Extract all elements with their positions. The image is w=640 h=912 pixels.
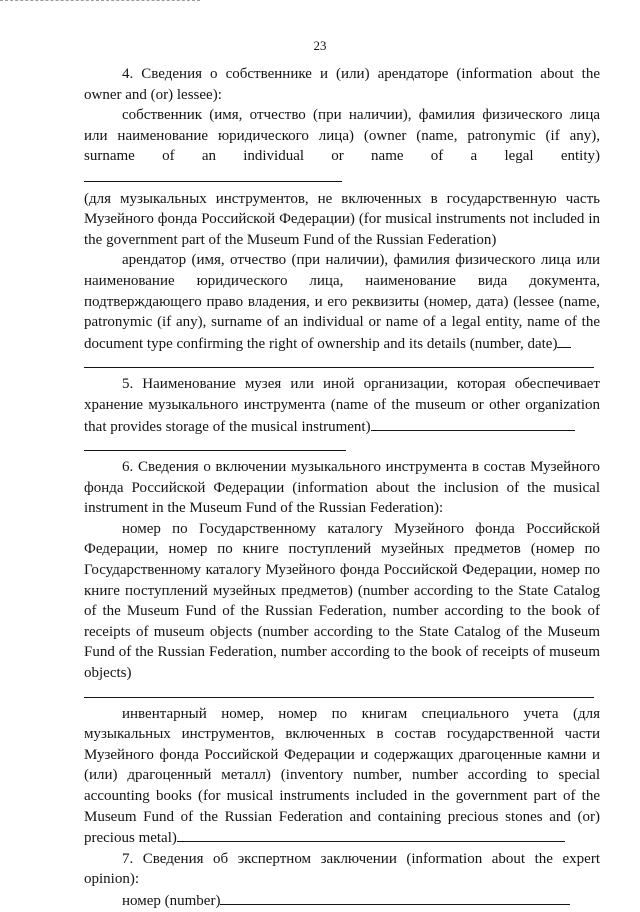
expert-number-blank-line[interactable] [220,890,570,905]
catalog-number-label: номер по Государственному каталогу Музейного фонда Российской Федерации, номер по книге поступлений музейных предметов (номер по Государственному каталогу Музейного фонда Российской Федерации, номер по книге поступлений музейных предметов) (number according to the State Catalog of the Museum Fund of the Russian Federation, number according to the book of receipts of museum objects (number according to the State Catalog of the Museum Fund of the Russian Federation, number according to the book of receipts of museum objects) [84,520,600,682]
inventory-label: инвентарный номер, номер по книгам специального учета (для музыкальных инструментов, включенных в состав государственной части Музейного фонда Российской Федерации и содержащих драгоценные камни и (или) драгоценный металл) (inventory number, number according to special accounting books (for musical instruments included in the government part of the Museum Fund of the Russian Federation and containing precious stones and (or) precious metal) [84,705,600,847]
lessee-field [84,250,600,354]
storage-blank-line[interactable] [371,416,575,431]
catalog-number-blank-line[interactable] [84,697,594,698]
form-content [84,64,600,912]
section-5-label: 5. Наименование музея или иной организации, которая обеспечивает хранение музыкального инструмента (name of the museum or other organization that provides storage of the musical instrument) [84,376,600,435]
section-7-heading: 7. Сведения об экспертном заключении (information about the expert opinion): [84,850,600,888]
expert-number-field [84,890,600,912]
storage-field [84,374,600,437]
owner-blank-line[interactable] [84,167,342,182]
section-4-heading: 4. Сведения о собственнике и (или) арендаторе (information about the owner and (or) lessee): [84,66,600,103]
inventory-blank-line[interactable] [177,827,565,842]
top-edge-rule [0,0,200,1]
section-6-heading: 6. Сведения о включении музыкального инструмента в состав Музейного фонда Российской Федерации (information about the inclusion of the musical instrument in the Museum Fund of the Russian Federation): [84,459,600,517]
owner-note: (для музыкальных инструментов, не включенных в государственную часть Музейного фонда Российской Федерации) (for musical instruments not included in the government part of the Museum Fund of the Russian Federation) [84,190,600,248]
storage-continuation-line[interactable] [84,450,346,451]
expert-number-label: номер (number) [122,892,221,909]
owner-field [84,105,600,188]
owner-label: собственник (имя, отчество (при наличии), фамилия физического лица или наименование юридического лица) (owner (name, patronymic (if any), surname of an individual or name of a legal entity) [84,107,600,165]
inventory-field [84,704,600,849]
lessee-continuation-line[interactable] [84,367,594,368]
page-number: 23 [313,38,327,53]
lessee-blank-line[interactable] [557,333,571,348]
lessee-label: арендатор (имя, отчество (при наличии), фамилия физического лица или наименование юридического лица, наименование вида документа, подтверждающего право владения, и его реквизиты (номер, дата) (lessee (name, patronymic (if any), surname of an individual or name of a legal entity, name of the document type confirming the right of ownership and its details (number, date) [84,252,600,352]
